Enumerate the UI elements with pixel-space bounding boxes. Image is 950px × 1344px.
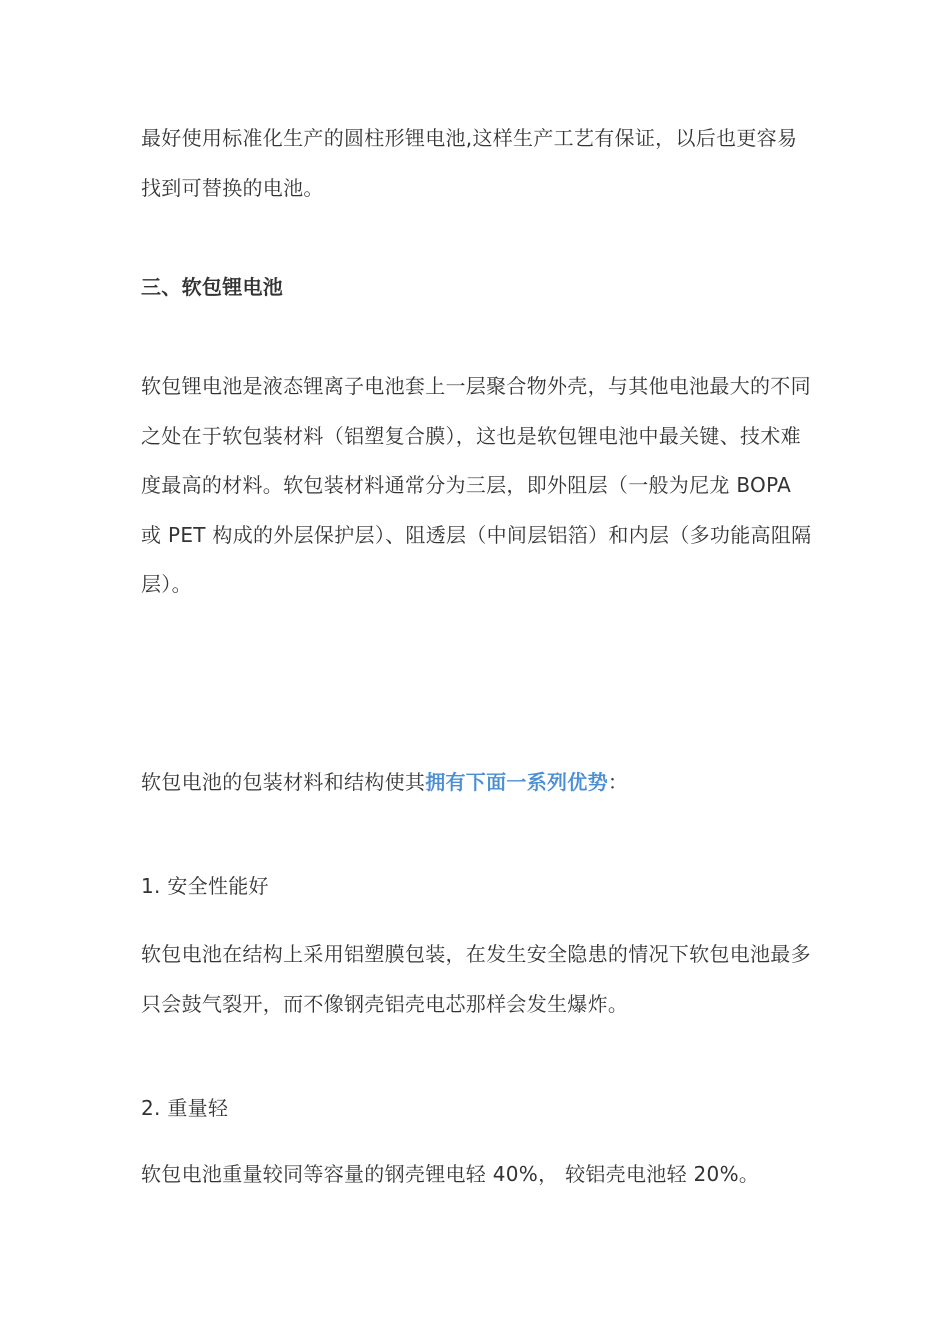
advantages-intro bbox=[141, 758, 813, 808]
advantages-intro-suffix: ： bbox=[607, 770, 629, 794]
advantages-link[interactable]: 拥有下面一系列优势 bbox=[425, 770, 608, 794]
section-heading: 三、软包锂电池 bbox=[141, 275, 284, 299]
item-body-safety: 软包电池在结构上采用铝塑膜包装，在发生安全隐患的情况下软包电池最多只会鼓气裂开，而不像钢壳铝壳电芯那样会发生爆炸。 bbox=[141, 942, 811, 1016]
pouch-battery-paragraph: 软包锂电池是液态锂离子电池套上一层聚合物外壳，与其他电池最大的不同之处在于软包装材料（铝塑复合膜），这也是软包锂电池中最关键、技术难度最高的材料。软包装材料通常分为三层，即外阻层（一般为尼龙 BOPA 或 PET 构成的外层保护层）、阻透层（中间层铝箔）和内层（多功能高阻隔层）。 bbox=[141, 374, 812, 596]
item-title-safety: 1. 安全性能好 bbox=[141, 874, 269, 898]
advantages-intro-prefix: 软包电池的包装材料和结构使其 bbox=[141, 770, 426, 794]
item-body-weight: 软包电池重量较同等容量的钢壳锂电轻 40%， 较铝壳电池轻 20%。 bbox=[141, 1162, 760, 1186]
intro-paragraph: 最好使用标准化生产的圆柱形锂电池,这样生产工艺有保证，以后也更容易找到可替换的电池。 bbox=[141, 126, 798, 200]
item-title-weight: 2. 重量轻 bbox=[141, 1096, 229, 1120]
